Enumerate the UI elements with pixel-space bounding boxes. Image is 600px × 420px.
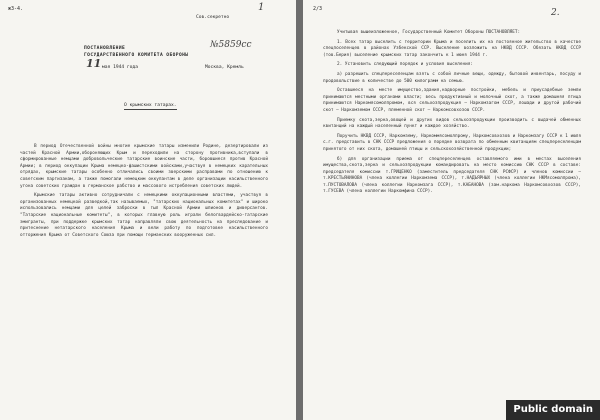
decree-number: №5859сс xyxy=(210,40,252,50)
decree-heading: ПОСТАНОВЛЕНИЕ xyxy=(84,46,126,51)
resolution-intro: Учитывая вышеизложенное, Государственный Комитет Обороны ПОСТАНОВЛЯЕТ: xyxy=(337,30,521,35)
resolution-paragraph: а) разрешить спецпереселенцам взять с собой личные вещи, одежду, бытовой инвентарь, посуду и продовольствие в количестве до 500 килограмм на семью. xyxy=(323,71,581,84)
document-page-right xyxy=(303,0,600,420)
body-paragraph: В период Отечественной войны многие крымские татары изменили Родине, дезертировали из частей Красной Армии,обороняющих Крым и переходили на сторону противника,вступали в сформированные немцами добровольческие татарские воинские части, боровшиеся против Красной Армии; в период оккупации Крыма немецко-фашистскими войсками,участвуя в немецких карательных отрядах, крымские татары особенно отличались своими зверскими расправами по отношению к советским партизанам, а также помогали немецким оккупантам в деле организации насильственного угона советских граждан в германское рабство и массового истребления советских людей. xyxy=(20,144,268,189)
decree-body xyxy=(20,144,268,239)
archive-mark: 2/3 xyxy=(313,6,323,12)
resolution-paragraph: 2. Установить следующий порядок и условия выселения: xyxy=(337,62,473,68)
archive-mark: ж3-4. xyxy=(8,6,24,12)
resolution-paragraph: Поручить НКВД СССР, Наркомзему, Наркоммясомолпрому, Наркомсовхозов и Наркомзагу СССР к 1 июля с.г. представить в СНК СССР предложения о порядке возврата по обменным квитанциям спецпереселенцам принятого от них скота, домашней птицы и сельскохозяйственной продукции; xyxy=(323,133,581,152)
resolution-paragraph: Приемку скота,зерна,овощей и других видов сельхозпродукции производить с выдачей обменных квитанций на каждый населенный пункт и каждое хозяйство. xyxy=(323,117,581,130)
license-badge: Public domain xyxy=(506,400,600,420)
handwritten-page-number: 1 xyxy=(258,2,265,13)
decree-resolution-body xyxy=(323,30,581,196)
decree-date: мая 1944 года xyxy=(102,65,138,70)
resolution-paragraph: б) для организации приема от спецпереселенцев оставляемого ими в местах выселения имущества,скота,зерна и сельхозпродукции командировать на место комиссию СНК СССР в составе: председателя комиссии т.ГРИЦЕНКО (заместитель председателя СНК РСФСР) и членов комиссии – т.КРЕСТЬЯНИНОВА (члена коллегии Наркомзема СССР), т.НАДЪЯРНЫХ (члена коллегии НКМясомолпрома), т.ПУСТОВАЛОВА (члена коллегии Наркомзага СССР), т.КАБАНОВА (зам.наркома Наркомсовхозов СССР), т.ГУСЕВА (члена коллегии Наркомфина СССР). xyxy=(323,156,581,195)
handwritten-page-number: 2. xyxy=(551,8,560,18)
decree-subheading: ГОСУДАРСТВЕННОГО КОМИТЕТА ОБОРОНЫ xyxy=(84,53,189,58)
decree-subject: О крымских татарах. xyxy=(124,103,177,108)
classification-label: Сов.секретно xyxy=(196,15,230,20)
resolution-paragraph: 1. Всех татар выселить с территории Крыма и поселить их на постоянное жительство в качестве спецпоселенцев в районах Узбекской ССР. Выселение возложить на НКВД СССР. Обязать НКВД СССР (тов.Берия) выселение крымских татар закончить к 1 июня 1944 г. xyxy=(323,39,581,58)
decree-place: Москва, Кремль xyxy=(205,65,244,70)
date-day: 11 xyxy=(86,57,102,70)
resolution-paragraph: Оставшееся на месте имущество,здания,надворные постройки, мебель и приусадебные земли принимаются местными органами власти; весь продуктивный и молочный скот, а также домашняя птица принимаются Наркомясомолпромом, вся сельхозпродукция – Наркомзагом СССР, лошади и другой рабочий скот – Наркомземом СССР, племенной скот – Наркомсовхозов СССР. xyxy=(323,88,581,113)
body-paragraph: Крымские татары активно сотрудничали с немецкими оккупационными властями, участвуя в организованных немецкой разведкой,так называемых, "татарских национальных комитетах" и широко использовались немцами для целей заброски в тыл Красной Армии шпионов и диверсантов. "Татарские национальные комитеты", в которых главную роль играли белогвардейско-татарские эмигранты, при поддержке крымских татар направляли свою деятельность на преследование и притеснение нетатарского населения Крыма и вели работу по подготовке насильственного отторжения Крыма от Советского Союза при помощи германских вооруженных сил. xyxy=(20,193,268,238)
document-page-left xyxy=(0,0,296,420)
